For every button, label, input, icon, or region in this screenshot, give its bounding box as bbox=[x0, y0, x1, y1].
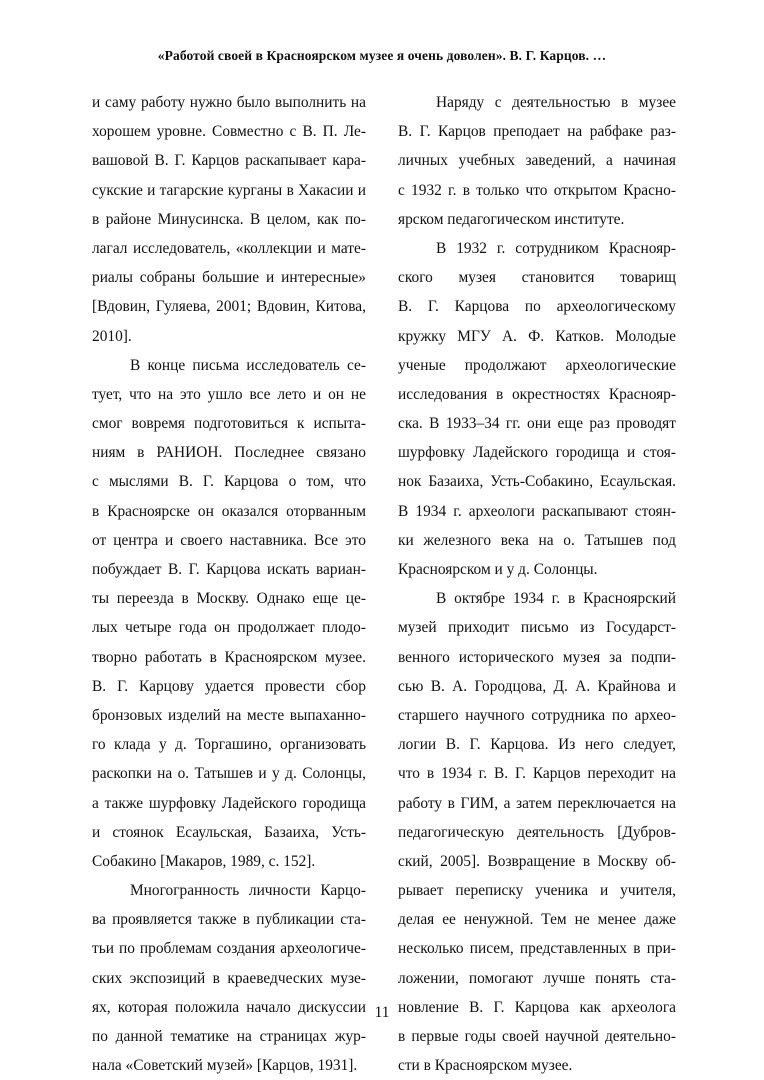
text-line: новление В. Г. Карцова как археолога bbox=[398, 998, 676, 1016]
text-line: педагогическую деятельность [Дубров- bbox=[398, 823, 676, 841]
text-line: шурфовку Ладейского городища и стоя- bbox=[398, 444, 676, 462]
text-line: В конце письма исследователь се- bbox=[130, 356, 366, 374]
left-text-column bbox=[92, 88, 366, 1080]
text-line: В. Г. Карцов преподает на рабфаке раз- bbox=[398, 123, 676, 141]
text-line: с мыслями В. Г. Карцова о том, что bbox=[92, 473, 366, 491]
page-number: 11 bbox=[374, 1004, 390, 1021]
text-line: сью В. А. Городцова, Д. А. Крайнова и bbox=[398, 677, 676, 695]
text-line: ска. В 1933–34 гг. они еще раз проводят bbox=[398, 415, 676, 433]
text-line: ва проявляется также в публикации ста- bbox=[92, 911, 366, 929]
text-line: в первые годы своей научной деятельно- bbox=[398, 1028, 676, 1045]
text-line: кружку МГУ А. Ф. Катков. Молодые bbox=[398, 327, 676, 345]
text-line: В. Г. Карцову удается провести сбор bbox=[92, 677, 366, 695]
text-line: делая ее ненужной. Тем не менее даже bbox=[398, 911, 676, 929]
right-text-column bbox=[398, 88, 676, 1080]
text-line: по данной тематике на страницах жур- bbox=[92, 1028, 366, 1045]
text-line: нала «Советский музей» [Карцов, 1931]. bbox=[92, 1057, 358, 1075]
text-line: что в 1934 г. В. Г. Карцов переходит на bbox=[398, 765, 676, 783]
text-line: В. Г. Карцова по археологическому bbox=[398, 298, 676, 316]
text-line: сти в Красноярском музее. bbox=[398, 1057, 573, 1075]
text-line: и стоянок Есаульская, Базаиха, Усть- bbox=[92, 823, 366, 841]
text-line: вашовой В. Г. Карцов раскапывает кара- bbox=[92, 152, 366, 170]
text-line: логии В. Г. Карцова. Из него следует, bbox=[398, 736, 676, 754]
text-line: творно работать в Красноярском музее. bbox=[92, 648, 366, 666]
text-line: Наряду с деятельностью в музее bbox=[436, 94, 676, 111]
text-line: лых четыре года он продолжает плодо- bbox=[92, 619, 366, 637]
text-line: ниям в РАНИОН. Последнее связано bbox=[92, 444, 366, 462]
text-line: В октябре 1934 г. в Красноярский bbox=[436, 590, 676, 608]
text-line: го клада у д. Торгашино, организовать bbox=[92, 736, 366, 754]
text-line: тует, что на это ушло все лето и он не bbox=[92, 385, 366, 403]
text-line: личных учебных заведений, а начиная bbox=[398, 152, 676, 170]
text-line: Собакино [Макаров, 1989, с. 152]. bbox=[92, 852, 316, 870]
text-line: ты переезда в Москву. Однако еще це- bbox=[92, 590, 366, 608]
text-line: ложении, помогают лучше понять ста- bbox=[398, 969, 676, 987]
text-line: ки железного века на о. Татышев под bbox=[398, 531, 676, 549]
text-line: венного исторического музея за подпи- bbox=[398, 648, 676, 666]
text-line: сукские и тагарские курганы в Хакасии и bbox=[92, 181, 366, 199]
text-line: 2010]. bbox=[92, 327, 132, 345]
text-line: в Красноярске он оказался оторванным bbox=[92, 502, 366, 520]
text-line: [Вдовин, Гуляева, 2001; Вдовин, Китова, bbox=[92, 298, 366, 316]
text-line: Красноярском и у д. Солонцы. bbox=[398, 561, 598, 578]
text-line: с 1932 г. в только что открытом Красно- bbox=[398, 181, 676, 199]
text-line: а также шурфовку Ладейского городища bbox=[92, 794, 366, 812]
text-line: в районе Минусинска. В целом, как по- bbox=[92, 210, 366, 228]
text-line: работу в ГИМ, а затем переключается на bbox=[398, 794, 676, 812]
text-line: музей приходит письмо из Государст- bbox=[398, 619, 676, 637]
text-line: риалы собраны большие и интересные» bbox=[92, 269, 366, 287]
text-line: несколько писем, представленных в при- bbox=[398, 940, 676, 958]
text-line: рывает переписку ученика и учителя, bbox=[398, 882, 676, 900]
text-line: В 1934 г. археологи раскапывают стоян- bbox=[398, 502, 676, 520]
text-line: ярском педагогическом институте. bbox=[398, 210, 625, 228]
text-line: старшего научного сотрудника по архео- bbox=[398, 706, 676, 724]
text-line: исследования в окрестностях Краснояр- bbox=[398, 385, 676, 403]
text-line: смог вовремя подготовиться к испыта- bbox=[92, 415, 366, 433]
text-line: хорошем уровне. Совместно с В. П. Ле- bbox=[92, 123, 366, 141]
text-line: лагал исследователь, «коллекции и мате- bbox=[92, 239, 366, 257]
text-line: ях, которая положила начало дискуссии bbox=[92, 998, 366, 1016]
text-line: побуждает В. Г. Карцова искать вариан- bbox=[92, 561, 366, 578]
text-line: ских экспозиций в краеведческих музе- bbox=[92, 969, 366, 987]
text-line: бронзовых изделий на месте выпаханно- bbox=[92, 706, 366, 724]
text-line: ученые продолжают археологические bbox=[398, 356, 676, 374]
text-line: нок Базаиха, Усть-Собакино, Есаульская. bbox=[398, 473, 676, 491]
text-line: Многогранность личности Карцо- bbox=[130, 882, 366, 900]
text-line: и саму работу нужно было выполнить на bbox=[92, 94, 366, 111]
running-header: «Работой своей в Красноярском музее я очень доволен». В. Г. Карцов. … bbox=[157, 48, 607, 63]
text-line: ский, 2005]. Возвращение в Москву об- bbox=[398, 852, 676, 870]
text-line: В 1932 г. сотрудником Краснояр- bbox=[436, 239, 676, 257]
text-line: тьи по проблемам создания археологиче- bbox=[92, 940, 366, 958]
text-line: ского музея становится товарищ bbox=[398, 269, 676, 287]
text-line: от центра и своего наставника. Все это bbox=[92, 531, 366, 549]
text-line: раскопки на о. Татышев и у д. Солонцы, bbox=[92, 765, 366, 783]
